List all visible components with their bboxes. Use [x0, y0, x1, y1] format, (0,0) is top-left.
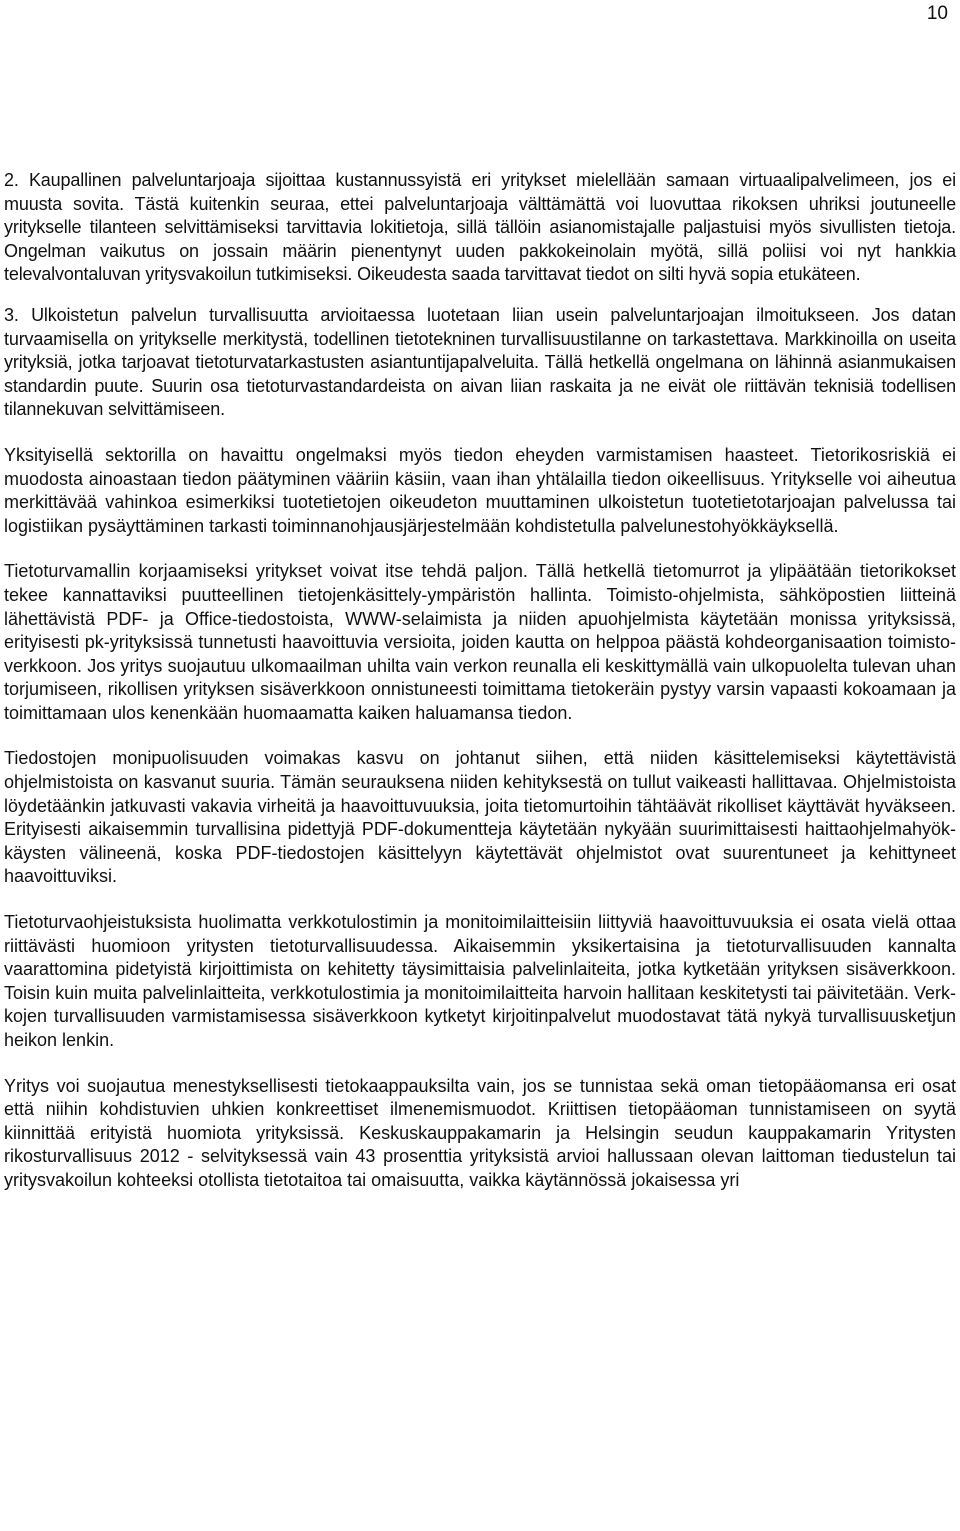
paragraph-2: 3. Ulkoistetun palvelun turvallisuutta arvioitaessa luotetaan liian usein palveluntarjoajan ilmoitukseen. Jos datan turvaamisella on yritykselle merkitystä, todellinen tietotekninen turvallisuustilanne on tarkastettava. Markkinoilla on useita yrityksiä, jotka tarjoavat tietoturvatarkastusten asiantuntijapalveluita. Tällä hetkellä ongelmana on lähinnä asianmukaisen standardin puute. Suurin osa tietoturvastandardeista on aivan liian raskaita ja ne eivät ole riittävän teknisiä todellisen tilannekuvan selvittämiseen.: [4, 304, 956, 420]
paragraph-1: 2. Kaupallinen palveluntarjoaja sijoittaa kustannussyistä eri yritykset mielellään samaan virtuaalipalvelimeen, jos ei muusta sovita. Tästä kuitenkin seuraa, ettei palveluntarjoaja välttämättä voi luovuttaa rikoksen uhriksi joutuneelle yritykselle tilanteen selvittämiseksi tarvittavia lokitietoja, sillä tällöin asianomistajalle paljastuisi myös sivullisten tietoja. Ongelman vaikutus on jossain määrin pienentynyt uuden pakkokeinolain myötä, sillä poliisi voi nyt hankkia televalvontaluvan yritysvakoilun tutkimiseksi. Oikeudesta saada tarvittavat tiedot on silti hyvä sopia etukäteen.: [4, 170, 956, 285]
document-body: [4, 169, 956, 1193]
paragraph-7: Yritys voi suojautua menestyksellisesti tietokaappauksilta vain, jos se tunnistaa sekä oman tietopääomansa eri osat että niihin kohdistuvien uhkien konkreettiset ilmenemismuodot. Kriittisen tietopääoman tunnistamiseen on syytä kiinnittää erityistä huomiota yrityksissä. Keskuskauppakamarin ja Helsingin seudun kauppakamarin Yritysten rikosturvallisuus 2012 - selvityksessä vain 43 prosenttia yrityksistä arvioi hallussaan olevan laittoman tiedustelun tai yritysvakoilun kohteeksi otollista tietotaitoa tai omaisuutta, vaikka käytännössä jokaisessa yri: [4, 1075, 956, 1190]
paragraph-4: Tietoturvamallin korjaamiseksi yritykset voivat itse tehdä paljon. Tällä hetkellä tietomurrot ja ylipäätään tietorikokset tekee kannattaviksi puutteellinen tietojenkäsittely-ympäristön hallinta. Toimisto-ohjelmista, sähköpostien liitteinä lähettävistä PDF- ja Office-tiedostoista, WWW-selaimista ja niiden apuohjelmista käytetään monissa yrityksissä, erityisesti pk-yrityksissä tunnetusti haavoittuvia versioita, joiden kautta on helppoa päästä kohdeorganisaation toimistoverkkoon. Jos yritys suojautuu ulkomaailman uhilta vain verkon reunalla eli keskittymällä vain ulkopuolelta tulevan uhan torjumiseen, rikollisen yrityksen sisäverkkoon onnistuneesti toimittama tietokeräin pystyy varsin vapaasti kokoamaan ja toimittamaan ulos kenenkään huomaamatta kaiken haluamansa tiedon.: [4, 561, 956, 723]
paragraph-5: Tiedostojen monipuolisuuden voimakas kasvu on johtanut siihen, että niiden käsittelemiseksi käytettävistä ohjelmistoista on kasvanut suuria. Tämän seurauksena niiden kehityksestä on tullut vaikeasti hallittavaa. Ohjelmistoista löydetäänkin jatkuvasti vakavia virheitä ja haavoittuvuuksia, joita tietomurtoihin tähtäävät rikolliset käyttävät hyväkseen. Erityisesti aikaisemmin turvallisina pidettyjä PDF-dokumentteja käytetään nykyään suurimittaisesti haittaohjelmahyökkäysten välineenä, koska PDF-tiedostojen käsittelyyn käytettävät ohjelmistot ovat suurentuneet ja kehittyneet haavoittuviksi.: [4, 748, 956, 887]
page-number: 10: [926, 3, 948, 24]
paragraph-6: Tietoturvaohjeistuksista huolimatta verkkotulostimin ja monitoimilaitteisiin liittyviä haavoittuvuuksia ei osata vielä ottaa riittävästi huomioon yritysten tietoturvallisuudessa. Aikaisemmin yksikertaisina ja tietoturvallisuuden kannalta vaarattomina pidetyistä kirjoittimista on kehitetty täysimittaisia palvelinlaiteita, jotka kytketään yrityksen sisäverkkoon. Toisin kuin muita palvelinlaitteita, verkkotulostimia ja monitoimilaitteita harvoin hallitaan keskitetysti tai päivitetään. Verkkojen turvallisuuden varmistamisessa sisäverkkoon kytketyt kirjoitinpalvelut muodostavat tätä nykyä turvallisuusketjun heikon lenkin.: [4, 912, 956, 1050]
paragraph-3: Yksityisellä sektorilla on havaittu ongelmaksi myös tiedon eheyden varmistamisen haasteet. Tietorikosriskiä ei muodosta ainoastaan tiedon päätyminen vääriin käsiin, vaan ihan yhtälailla tiedon oikeellisuus. Yritykselle voi aiheutua merkittävää vahinkoa esimerkiksi tuotetietojen oikeudeton muuttaminen ulkoistetun tuotetietotarjoajan palvelussa tai logistiikan pysäyttäminen tarkasti toiminnanohjausjärjestelmään kohdistetulla palvelunestohyökkäyksellä.: [4, 444, 956, 536]
